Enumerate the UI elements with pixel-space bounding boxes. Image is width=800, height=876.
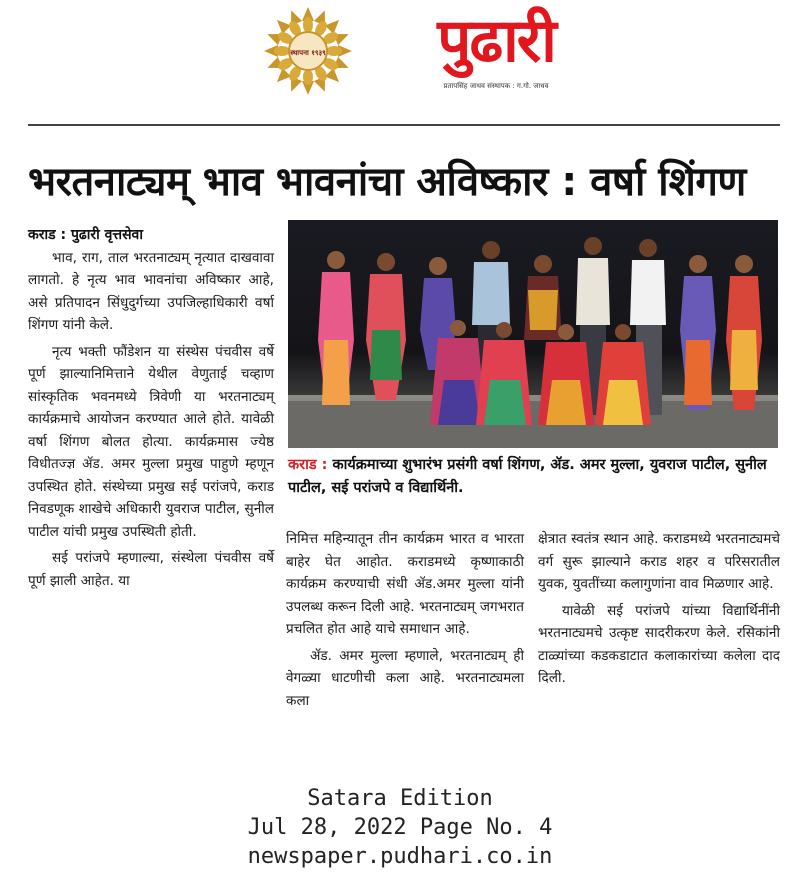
- paragraph: निमित्त महिन्यातून तीन कार्यक्रम भारत व भारता बाहेर घेत आहोत. कराडमध्ये कृष्णाकाठी कार्यक्रम करण्याची संधी ॲड.अमर मुल्ला यांनी उपलब्ध करून दिली आहे. भरतनाट्यम् जगभरात प्रचलित होत आहे याचे समाधान आहे.: [286, 531, 524, 637]
- caption-text: कार्यक्रमाच्या शुभारंभ प्रसंगी वर्षा शिंगण, ॲड. अमर मुल्ला, युवराज पाटील, सुनील पाटील, सई परांजपे व विद्यार्थिनी.: [288, 457, 767, 496]
- article-column-3: [538, 528, 780, 690]
- edition-date-page: Jul 28, 2022 Page No. 4: [247, 815, 553, 840]
- paragraph: ॲड. अमर मुल्ला म्हणाले, भरतनाट्यम् ही वेगळ्या धाटणीची कला आहे. भरतनाट्यमला कला: [286, 647, 524, 709]
- newspaper-logo: पुढारी: [437, 6, 555, 76]
- dateline: कराड : पुढारी वृत्तसेवा: [28, 227, 143, 243]
- masthead-divider: [28, 124, 780, 126]
- article-column-2: [286, 528, 524, 712]
- person-figure: [726, 255, 762, 410]
- person-figure: [366, 253, 406, 400]
- edition-footer: [0, 784, 800, 876]
- edition-website: newspaper.pudhari.co.in: [247, 844, 553, 869]
- article-headline: भरतनाट्यम् भाव भावनांचा अविष्कार : वर्षा शिंगण: [28, 159, 746, 205]
- emblem-text: स्थापना १९३९: [290, 49, 326, 57]
- paragraph: सई परांजपे म्हणाल्या, संस्थेला पंचवीस वर्षे पूर्ण झाली आहेत. या: [28, 550, 274, 589]
- masthead-tagline: प्रतापसिंह जाधव संस्थापक : ग.गो. जाधव: [443, 82, 549, 90]
- caption-place: कराड :: [288, 457, 328, 473]
- group-photo: [288, 220, 778, 448]
- person-figure: [524, 255, 562, 340]
- photo-caption: [288, 454, 780, 512]
- paragraph: यावेळी सई परांजपे यांच्या विद्यार्थिनींनी भरतनाट्यमचे उत्कृष्ट सादरीकरण केले. रसिकांनी टाळ्यांच्या कडकडाटात कलाकारांच्या कलेला दाद दिली.: [538, 602, 780, 686]
- person-figure: [680, 255, 716, 410]
- sun-emblem-icon: [258, 6, 358, 96]
- article-column-1: [28, 224, 274, 592]
- paragraph: भाव, राग, ताल भरतनाट्यम् नृत्यात दाखवावा लागतो. हे नृत्य भाव भावनांचा अविष्कार आहे, असे प्रतिपादन सिंधुदुर्गच्या उपजिल्हाधिकारी वर्षा शिंगण यांनी केले.: [28, 249, 274, 333]
- person-figure: [318, 251, 354, 405]
- edition-name: Satara Edition: [307, 786, 493, 811]
- paragraph: क्षेत्रात स्वतंत्र स्थान आहे. कराडमध्ये भरतनाट्यमचे वर्ग सुरू झाल्याने कराड शहर व परिसरातील युवक, युवतींच्या कलागुणांना वाव मिळणार आहे.: [538, 531, 780, 592]
- masthead: [0, 0, 800, 110]
- paragraph: नृत्य भक्ती फौंडेशन या संस्थेस पंचवीस वर्षे पूर्ण झाल्यानिमित्ताने येथील वेणुताई चव्हाण सांस्कृतिक भवनमध्ये त्रिवेणी या भरतनाट्यम् कार्यक्रमाचे आयोजन करण्यात आले होते. यावेळी वर्षा शिंगण बोलत होत्या. कार्यक्रमास ज्येष्ठ विधीतज्ज्ञ ॲड. अमर मुल्ला प्रमुख पाहुणे म्हणून उपस्थित होते. संस्थेच्या प्रमुख सई परांजपे, कराड निवडणूक शाखेचे अधिकारी युवराज पाटील, सुनील पाटील यांची प्रमुख उपस्थिती होती.: [28, 343, 274, 540]
